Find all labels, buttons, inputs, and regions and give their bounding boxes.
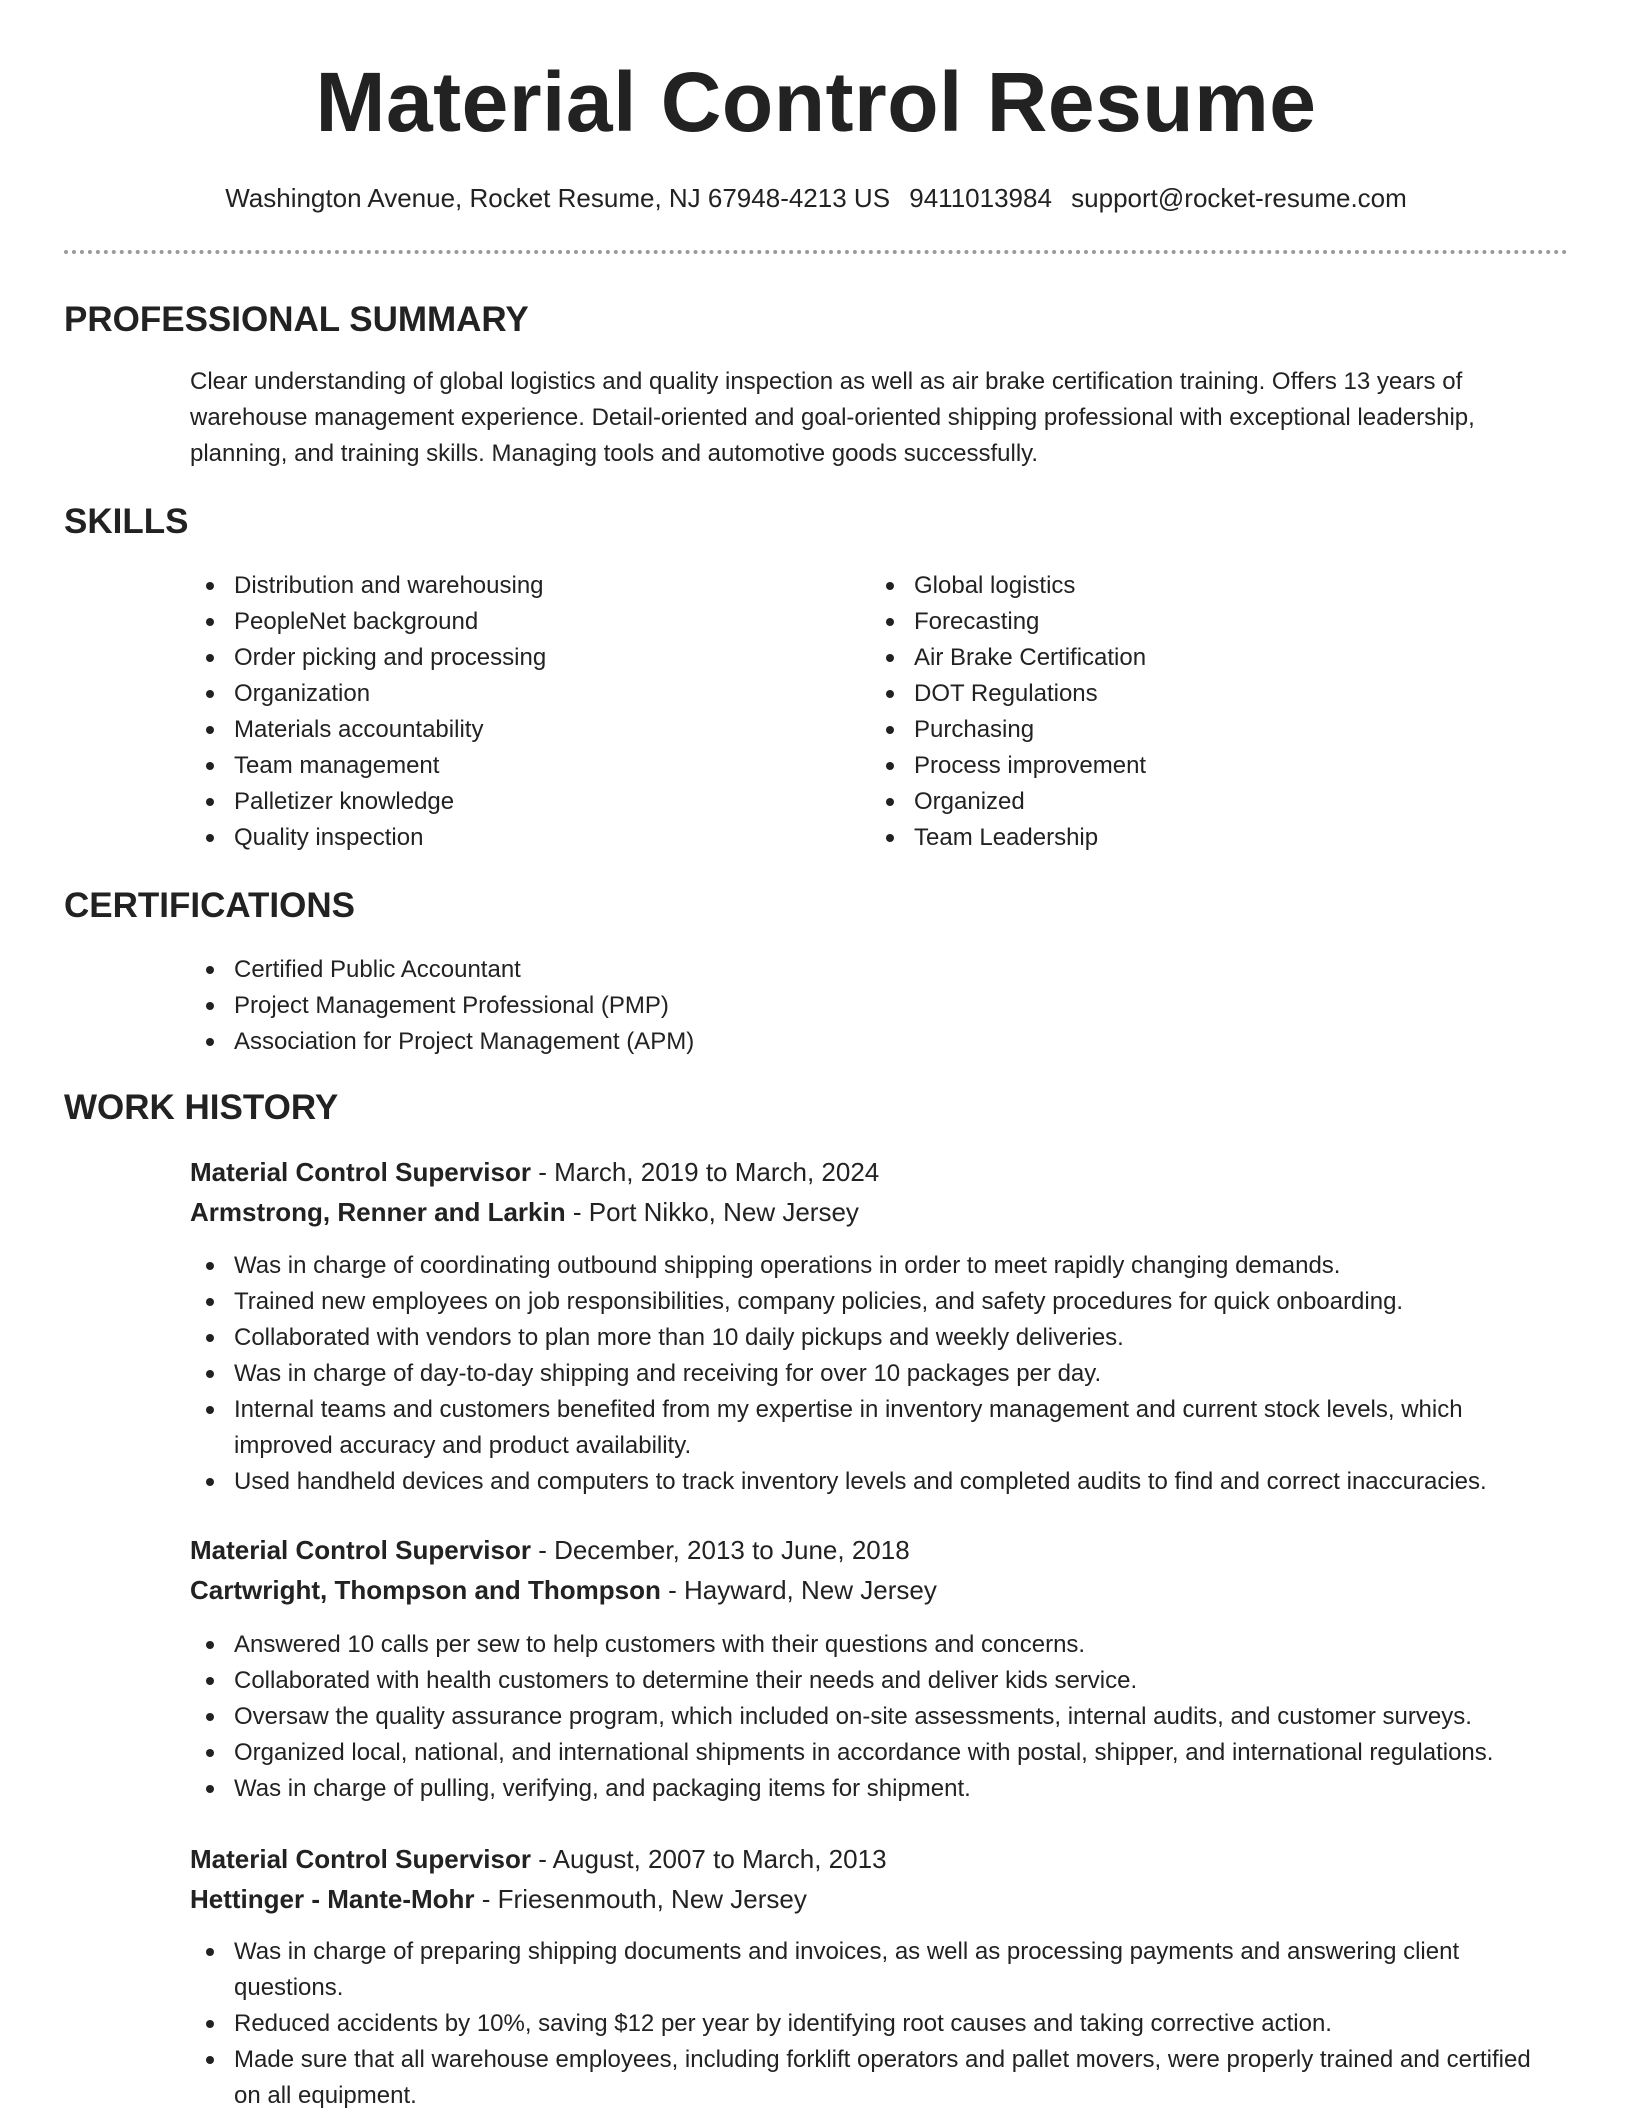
job-company: Hettinger - Mante-Mohr bbox=[190, 1884, 475, 1914]
job-company-line bbox=[190, 1194, 859, 1230]
job-role: Material Control Supervisor bbox=[190, 1844, 531, 1874]
job-bullet: Organized local, national, and international shipments in accordance with postal, shipper, and international regulations. bbox=[190, 1735, 1550, 1771]
job-role: Material Control Supervisor bbox=[190, 1535, 531, 1565]
skill-item: PeopleNet background bbox=[190, 604, 850, 640]
skill-item: Organized bbox=[870, 784, 1530, 820]
job-company-line bbox=[190, 1881, 807, 1917]
job-dates: - March, 2019 to March, 2024 bbox=[530, 1157, 880, 1187]
skill-item: Global logistics bbox=[870, 568, 1530, 604]
certifications-list bbox=[190, 952, 1550, 1060]
certification-item: Project Management Professional (PMP) bbox=[190, 988, 1550, 1024]
job-dates: - August, 2007 to March, 2013 bbox=[530, 1844, 887, 1874]
skill-item: Team Leadership bbox=[870, 820, 1530, 856]
certification-item: Association for Project Management (APM) bbox=[190, 1024, 1550, 1060]
skill-item: Forecasting bbox=[870, 604, 1530, 640]
job-location: - Friesenmouth, New Jersey bbox=[474, 1884, 807, 1914]
job-company: Cartwright, Thompson and Thompson bbox=[190, 1575, 661, 1605]
job-company: Armstrong, Renner and Larkin bbox=[190, 1197, 566, 1227]
skills-list-right bbox=[870, 568, 1530, 856]
job-bullet: Was in charge of day-to-day shipping and receiving for over 10 packages per day. bbox=[190, 1356, 1550, 1392]
job-bullet: Answered 10 calls per sew to help customers with their questions and concerns. bbox=[190, 1627, 1550, 1663]
summary-text: Clear understanding of global logistics and quality inspection as well as air brake certification training. Offers 13 years of warehouse management experience. Detail-oriented and goal-oriented shipping professional with exceptional leadership, planning, and training skills. Managing tools and automotive goods successfully. bbox=[190, 368, 1475, 467]
job-role: Material Control Supervisor bbox=[190, 1157, 531, 1187]
job-bullet: Was in charge of coordinating outbound shipping operations in order to meet rapidly changing demands. bbox=[190, 1248, 1550, 1284]
skill-item: Order picking and processing bbox=[190, 640, 850, 676]
contact-line bbox=[0, 180, 1632, 216]
job-bullets bbox=[190, 1627, 1550, 1807]
skill-item: Palletizer knowledge bbox=[190, 784, 850, 820]
job-location: - Hayward, New Jersey bbox=[660, 1575, 937, 1605]
contact-address: Washington Avenue, Rocket Resume, NJ 67948-4213 US bbox=[225, 183, 891, 213]
job-bullet: Was in charge of preparing shipping documents and invoices, as well as processing payments and answering client questions. bbox=[190, 1934, 1550, 2006]
certifications-heading: CERTIFICATIONS bbox=[64, 886, 356, 925]
job-location: - Port Nikko, New Jersey bbox=[565, 1197, 859, 1227]
skill-item: Organization bbox=[190, 676, 850, 712]
skills-list-left bbox=[190, 568, 850, 856]
job-bullet: Collaborated with health customers to determine their needs and deliver kids service. bbox=[190, 1663, 1550, 1699]
job-bullet: Was in charge of pulling, verifying, and packaging items for shipment. bbox=[190, 1771, 1550, 1807]
skill-item: Materials accountability bbox=[190, 712, 850, 748]
contact-phone: 9411013984 bbox=[909, 183, 1052, 213]
job-bullet: Used handheld devices and computers to track inventory levels and completed audits to find and correct inaccuracies. bbox=[190, 1464, 1550, 1500]
skill-item: Purchasing bbox=[870, 712, 1530, 748]
work-history-heading: WORK HISTORY bbox=[64, 1088, 339, 1127]
job-bullet: Trained new employees on job responsibilities, company policies, and safety procedures for quick onboarding. bbox=[190, 1284, 1550, 1320]
skill-item: Distribution and warehousing bbox=[190, 568, 850, 604]
skill-item: Team management bbox=[190, 748, 850, 784]
skill-item: DOT Regulations bbox=[870, 676, 1530, 712]
resume-title: Material Control Resume bbox=[315, 55, 1317, 149]
job-company-line bbox=[190, 1572, 937, 1608]
job-bullet: Oversaw the quality assurance program, which included on-site assessments, internal audits, and customer surveys. bbox=[190, 1699, 1550, 1735]
job-title-line bbox=[190, 1841, 887, 1877]
header-divider bbox=[64, 250, 1568, 254]
skills-heading: SKILLS bbox=[64, 502, 189, 541]
job-bullet: Internal teams and customers benefited from my expertise in inventory management and current stock levels, which improved accuracy and product availability. bbox=[190, 1392, 1550, 1464]
job-bullet: Collaborated with vendors to plan more than 10 daily pickups and weekly deliveries. bbox=[190, 1320, 1550, 1356]
job-bullets bbox=[190, 1934, 1550, 2114]
job-bullet: Made sure that all warehouse employees, including forklift operators and pallet movers, were properly trained and certified on all equipment. bbox=[190, 2042, 1550, 2114]
skill-item: Process improvement bbox=[870, 748, 1530, 784]
job-title-line bbox=[190, 1532, 910, 1568]
summary-heading: PROFESSIONAL SUMMARY bbox=[64, 300, 529, 339]
job-dates: - December, 2013 to June, 2018 bbox=[530, 1535, 910, 1565]
job-bullets bbox=[190, 1248, 1550, 1500]
job-title-line bbox=[190, 1154, 879, 1190]
contact-email: support@rocket-resume.com bbox=[1071, 183, 1407, 213]
skill-item: Air Brake Certification bbox=[870, 640, 1530, 676]
skill-item: Quality inspection bbox=[190, 820, 850, 856]
job-bullet: Reduced accidents by 10%, saving $12 per year by identifying root causes and taking corrective action. bbox=[190, 2006, 1550, 2042]
certification-item: Certified Public Accountant bbox=[190, 952, 1550, 988]
